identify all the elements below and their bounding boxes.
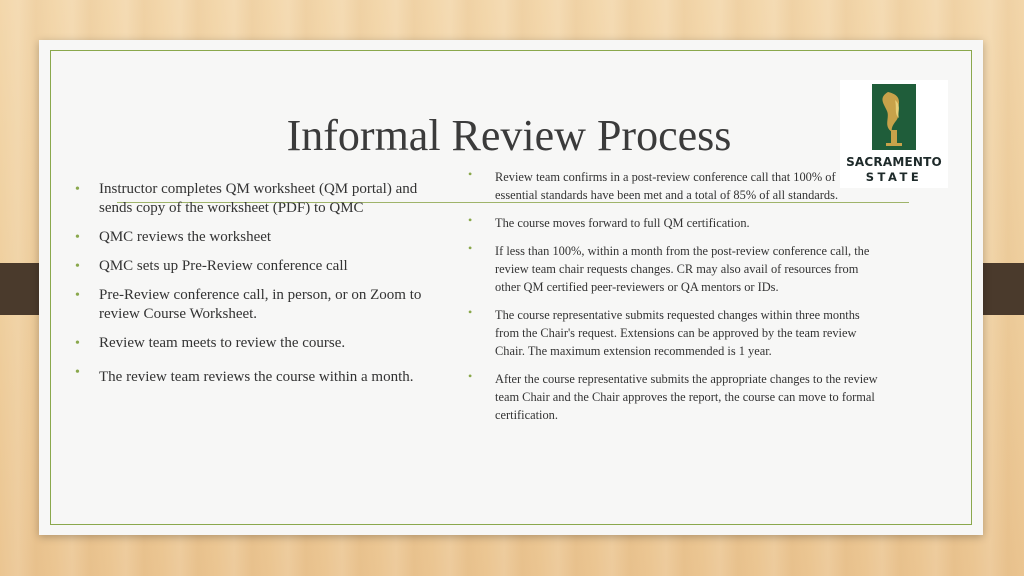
bullet-icon: •	[75, 230, 80, 245]
bullet-icon: •	[75, 365, 80, 380]
bullet-icon: •	[468, 241, 473, 255]
list-item: • QMC reviews the worksheet	[75, 229, 272, 245]
list-item: • After the course representative submits the appropriate changes to the review team Chair and the Chair approves the report, the course can move to formal certification.	[468, 369, 878, 422]
bullet-icon: •	[468, 213, 473, 227]
list-item: • The review team reviews the course within a month.	[75, 363, 425, 391]
list-item: • Pre-Review conference call, in person, or on Zoom to review Course Worksheet.	[75, 287, 422, 322]
left-bullet-list	[75, 180, 425, 401]
slide-title: Informal Review Process	[286, 111, 732, 160]
list-item: • Review team meets to review the course.	[75, 335, 346, 351]
right-bullet-list	[468, 168, 878, 434]
bullet-icon: •	[75, 182, 80, 197]
logo-text-line2: STATE	[865, 170, 923, 184]
list-item: • QMC sets up Pre-Review conference call	[75, 258, 348, 274]
bullet-icon: •	[75, 288, 80, 303]
bullet-icon: •	[468, 369, 473, 383]
bullet-icon: •	[468, 305, 473, 319]
list-item: • Instructor completes QM worksheet (QM portal) and sends copy of the worksheet (PDF) to QMC	[75, 181, 418, 216]
list-item: • If less than 100%, within a month from the post-review conference call, the review team chair requests changes. CR may also avail of resources from other QM certified peer-reviewers or QA mentors or IDs.	[468, 241, 870, 294]
logo-text-line1: SACRAMENTO	[846, 155, 942, 169]
bullet-icon: •	[468, 167, 473, 181]
bullet-icon: •	[75, 336, 80, 351]
hornet-torch-icon	[840, 80, 948, 154]
list-item: • The course moves forward to full QM certification.	[468, 213, 750, 230]
bullet-icon: •	[75, 259, 80, 274]
list-item: • Review team confirms in a post-review conference call that 100% of essential standards have been met and a total of 85% of all standards.	[468, 167, 839, 202]
list-item: • The course representative submits requested changes within three months from the Chair's request. Extensions can be approved by the team review Chair. The maximum extension recommended is 1 year.	[468, 305, 860, 358]
